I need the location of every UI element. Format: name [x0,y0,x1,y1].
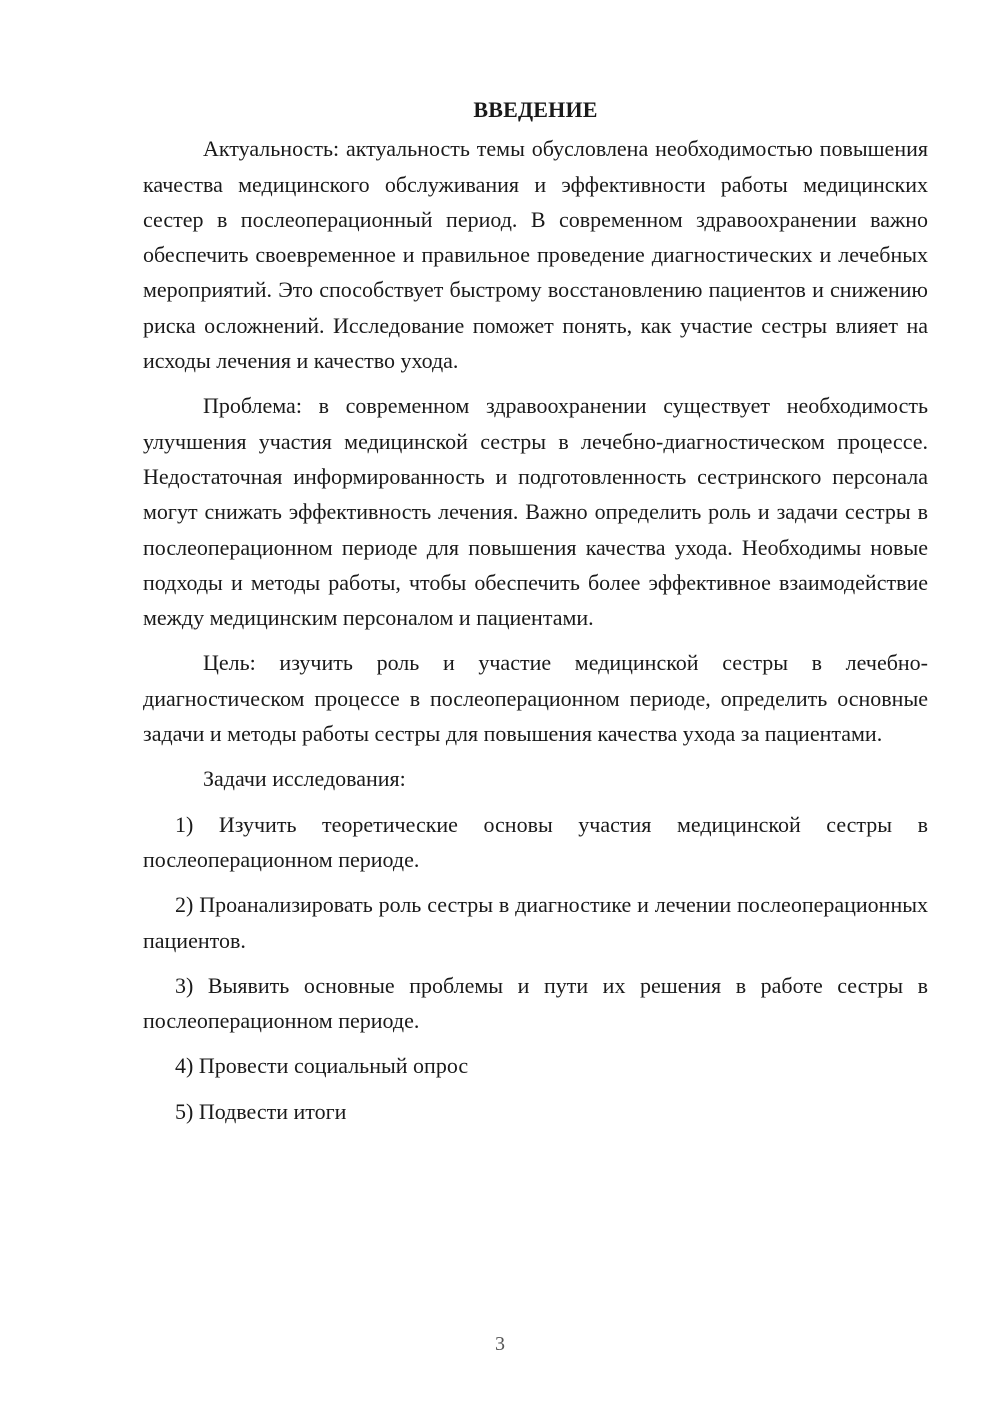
page-content [143,92,928,1139]
task-item: 1) Изучить теоретические основы участия медицинской сестры в послеоперационном периоде. [143,811,928,872]
tasks-label: Задачи исследования: [203,766,406,792]
task-item: 3) Выявить основные проблемы и пути их решения в работе сестры в послеоперационном периоде. [143,972,928,1034]
task-item: 2) Проанализировать роль сестры в диагностике и лечении послеоперационных пациентов. [143,892,928,953]
task-item: 5) Подвести итоги [175,1098,347,1124]
task-item: 4) Провести социальный опрос [175,1053,469,1079]
goal-paragraph: Цель: изучить роль и участие медицинской сестры в лечебно-диагностическом процессе в послеоперационном периоде, определить основные задачи и методы работы сестры для повышения качества ухода за пациентами. [143,650,928,747]
problem-paragraph: Проблема: в современном здравоохранении существует необходимость улучшения участия медицинской сестры в лечебно-диагностическом процессе. Недостаточная информированность и подготовленность сестринского персонала могут снижать эффективность лечения. Важно определить роль и задачи сестры в послеоперационном периоде для повышения качества ухода. Необходимы новые подходы и методы работы, чтобы обеспечить более эффективное взаимодействие между медицинским персоналом и пациентами. [143,393,928,631]
relevance-paragraph: Актуальность: актуальность темы обусловлена необходимостью повышения качества медицинского обслуживания и эффективности работы медицинских сестер в послеоперационный период. В современном здравоохранении важно обеспечить своевременное и правильное проведение диагностических и лечебных мероприятий. Это способствует быстрому восстановлению пациентов и снижению риска осложнений. Исследование поможет понять, как участие сестры влияет на исходы лечения и качество ухода. [143,136,928,374]
page-number: 3 [495,1333,505,1355]
tasks-list [143,807,928,1129]
section-heading: ВВЕДЕНИЕ [473,97,598,122]
